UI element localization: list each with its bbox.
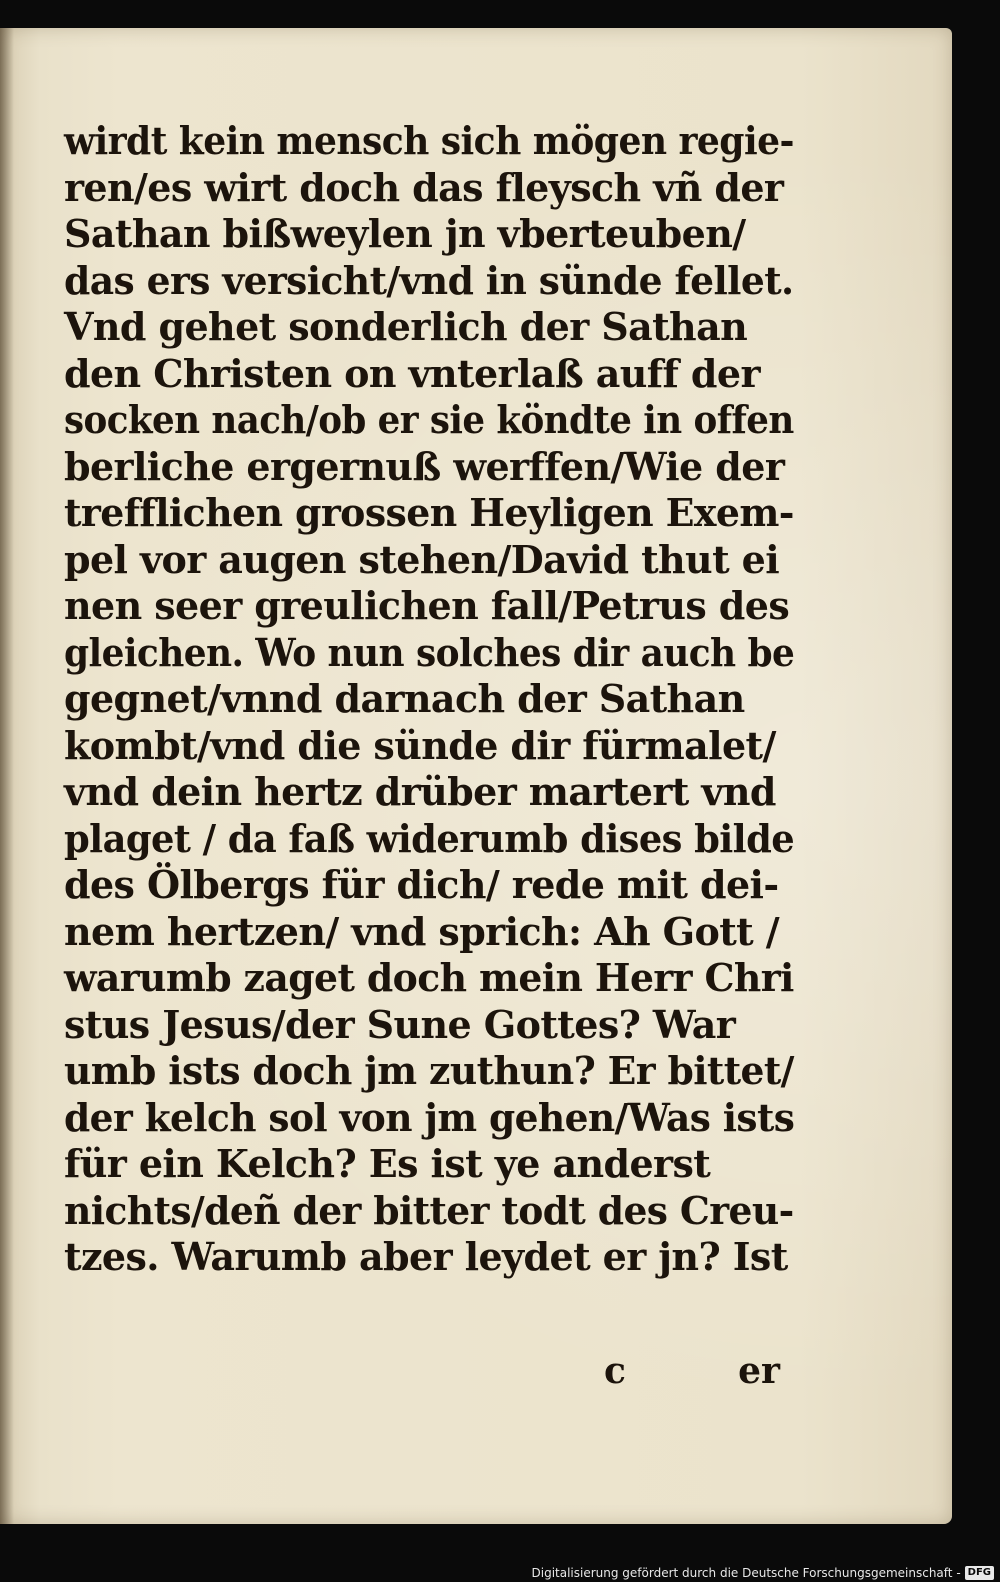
text-line: berliche ergernuß werffen/Wie der <box>64 443 785 489</box>
page-footer <box>64 1350 794 1400</box>
page-gutter-shadow <box>0 28 14 1524</box>
text-line: nichts/deñ der bitter todt des Creu- <box>64 1187 794 1233</box>
book-page <box>0 28 952 1524</box>
text-line: umb ists doch jm zuthun? Er bittet/ <box>64 1048 794 1093</box>
text-line: der kelch sol von jm gehen/Was ists <box>64 1094 795 1140</box>
text-line: nem hertzen/ vnd sprich: Ah Gott / <box>64 908 780 954</box>
credit-text: Digitalisierung gefördert durch die Deutsche Forschungsgemeinschaft - <box>531 1566 961 1580</box>
text-line: warumb zaget doch mein Herr Chri <box>64 955 794 1000</box>
digitization-credit <box>532 1566 995 1580</box>
text-line: kombt/vnd die sünde dir fürmalet/ <box>64 722 776 768</box>
text-line: für ein Kelch? Es ist ye anderst <box>64 1141 711 1186</box>
text-line: nen seer greulichen fall/Petrus des <box>64 583 790 628</box>
text-line: gleichen. Wo nun solches dir auch be <box>64 629 795 675</box>
text-line: Sathan bißweylen jn vberteuben/ <box>64 211 746 256</box>
text-line: gegnet/vnnd darnach der Sathan <box>64 676 745 721</box>
text-line: ren/es wirt doch das fleysch vñ der <box>64 164 784 210</box>
text-line: socken nach/ob er sie köndte in offen <box>64 397 794 442</box>
text-line: des Ölbergs für dich/ rede mit dei- <box>64 862 779 907</box>
text-line: tzes. Warumb aber leydet er jn? Ist <box>64 1234 788 1279</box>
text-line: pel vor augen stehen/David thut ei <box>64 536 780 582</box>
text-line: vnd dein hertz drüber martert vnd <box>64 769 776 814</box>
text-line: wirdt kein mensch sich mögen regie- <box>64 118 794 163</box>
text-line: trefflichen grossen Heyligen Exem- <box>64 490 794 535</box>
text-line: das ers versicht/vnd in sünde fellet. <box>64 257 794 303</box>
text-line: plaget / da faß widerumb dises bilde <box>64 815 795 861</box>
dfg-logo-icon: DFG <box>965 1566 994 1580</box>
text-line: den Christen on vnterlaß auff der <box>64 350 760 396</box>
page-text-block <box>64 118 794 1281</box>
text-line: stus Jesus/der Sune Gottes? War <box>64 1001 736 1047</box>
catchword: er <box>738 1350 780 1392</box>
signature-mark: c <box>604 1350 626 1392</box>
text-line: Vnd gehet sonderlich der Sathan <box>64 304 748 349</box>
